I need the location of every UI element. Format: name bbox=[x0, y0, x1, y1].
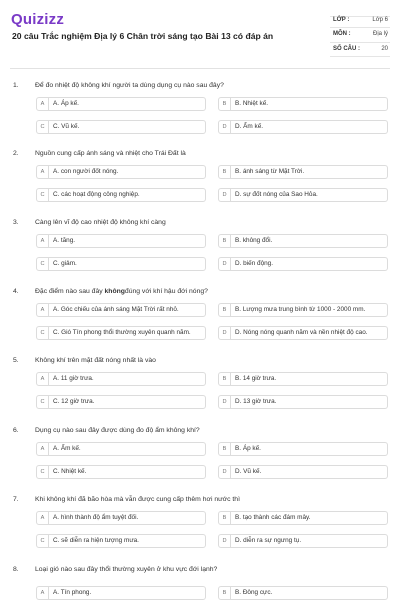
option-letter: A bbox=[37, 443, 49, 455]
option-c[interactable] bbox=[36, 188, 206, 202]
option-d[interactable] bbox=[218, 120, 388, 134]
option-text: B. Nhiệt kế. bbox=[235, 100, 269, 107]
option-letter: B bbox=[219, 587, 231, 599]
option-text: B. tạo thành các đám mây. bbox=[235, 514, 311, 521]
question-text bbox=[35, 288, 390, 295]
question-number: 8. bbox=[13, 566, 19, 573]
question-number: 3. bbox=[13, 219, 19, 226]
option-text: D. sự đốt nóng của Sao Hỏa. bbox=[235, 191, 318, 198]
option-text: C. giảm. bbox=[53, 260, 77, 267]
option-text: D. 13 giờ trưa. bbox=[235, 398, 277, 405]
option-letter: B bbox=[219, 443, 231, 455]
meta-count-value: 20 bbox=[381, 46, 388, 52]
option-a[interactable] bbox=[36, 303, 206, 317]
option-d[interactable] bbox=[218, 257, 388, 271]
question-number: 4. bbox=[13, 288, 19, 295]
worksheet-header bbox=[0, 0, 400, 66]
option-letter: C bbox=[37, 189, 49, 201]
option-letter: B bbox=[219, 166, 231, 178]
option-d[interactable] bbox=[218, 465, 388, 479]
question-text: Không khí trên mặt đất nóng nhất là vào bbox=[35, 357, 156, 364]
option-a[interactable] bbox=[36, 372, 206, 386]
option-c[interactable] bbox=[36, 257, 206, 271]
option-letter: D bbox=[219, 466, 231, 478]
option-letter: A bbox=[37, 235, 49, 247]
option-text: D. biến động. bbox=[235, 260, 274, 267]
option-text: A. Tín phong. bbox=[53, 589, 92, 596]
option-b[interactable] bbox=[218, 511, 388, 525]
option-text: B. không đổi. bbox=[235, 237, 273, 244]
option-c[interactable] bbox=[36, 395, 206, 409]
option-text: A. Áp kế. bbox=[53, 100, 79, 107]
meta-grade-label: LỚP : bbox=[333, 17, 350, 23]
meta-grade-value: Lớp 6 bbox=[372, 17, 388, 23]
option-a[interactable] bbox=[36, 234, 206, 248]
question-text-part: Đặc điểm nào sau đây bbox=[35, 288, 105, 295]
option-letter: A bbox=[37, 166, 49, 178]
option-letter: D bbox=[219, 189, 231, 201]
question-text: Để đo nhiệt độ không khí người ta dùng dụng cụ nào sau đây? bbox=[35, 82, 224, 89]
question-text: Loại gió nào sau đây thổi thường xuyên ở khu vực đới lạnh? bbox=[35, 566, 218, 573]
worksheet-title: 20 câu Trắc nghiệm Địa lý 6 Chân trời sáng tạo Bài 13 có đáp án bbox=[12, 31, 274, 41]
question-number: 5. bbox=[13, 357, 19, 364]
meta-subject-label: MÔN : bbox=[333, 31, 351, 37]
option-letter: C bbox=[37, 466, 49, 478]
option-text: D. diễn ra sự ngưng tụ. bbox=[235, 537, 302, 544]
option-text: C. sẽ diễn ra hiện tượng mưa. bbox=[53, 537, 139, 544]
option-letter: B bbox=[219, 98, 231, 110]
meta-subject-value: Địa lý bbox=[372, 31, 388, 37]
option-b[interactable] bbox=[218, 97, 388, 111]
meta-grade bbox=[333, 17, 388, 23]
option-c[interactable] bbox=[36, 120, 206, 134]
meta-count bbox=[333, 46, 388, 52]
option-text: B. 14 giờ trưa. bbox=[235, 375, 277, 382]
option-letter: A bbox=[37, 512, 49, 524]
option-d[interactable] bbox=[218, 326, 388, 340]
question-text: Dụng cụ nào sau đây được dùng đo độ ẩm không khí? bbox=[35, 427, 200, 434]
option-text: A. tăng. bbox=[53, 237, 76, 244]
option-letter: C bbox=[37, 327, 49, 339]
meta-divider bbox=[330, 42, 390, 43]
question-text: Khi không khí đã bão hòa mà vẫn được cung cấp thêm hơi nước thì bbox=[35, 496, 240, 503]
option-b[interactable] bbox=[218, 442, 388, 456]
option-letter: D bbox=[219, 535, 231, 547]
option-d[interactable] bbox=[218, 534, 388, 548]
option-letter: A bbox=[37, 304, 49, 316]
question-text: Nguồn cung cấp ánh sáng và nhiệt cho Trái Đất là bbox=[35, 150, 186, 157]
option-text: C. Gió Tín phong thổi thường xuyên quanh năm. bbox=[53, 329, 191, 336]
option-text: D. Nóng nóng quanh năm và nền nhiệt độ cao. bbox=[235, 329, 368, 336]
option-text: B. ánh sáng từ Mặt Trời. bbox=[235, 168, 305, 175]
meta-subject bbox=[333, 31, 388, 37]
option-a[interactable] bbox=[36, 165, 206, 179]
option-letter: B bbox=[219, 373, 231, 385]
option-letter: B bbox=[219, 512, 231, 524]
option-text: A. Ẩm kế. bbox=[53, 445, 81, 452]
option-b[interactable] bbox=[218, 303, 388, 317]
option-text: A. hình thành độ ẩm tuyệt đối. bbox=[53, 514, 139, 521]
option-letter: A bbox=[37, 373, 49, 385]
option-text: D. Vũ kế. bbox=[235, 468, 262, 475]
option-text: B. Đông cực. bbox=[235, 589, 273, 596]
option-text: B. Lượng mưa trung bình từ 1000 - 2000 mm. bbox=[235, 306, 366, 313]
option-letter: C bbox=[37, 535, 49, 547]
option-text: B. Áp kế. bbox=[235, 445, 261, 452]
meta-count-label: SỐ CÂU : bbox=[333, 46, 360, 52]
option-text: D. Ẩm kế. bbox=[235, 123, 264, 130]
option-text: A. Góc chiếu của ánh sáng Mặt Trời rất nhỏ. bbox=[53, 306, 179, 313]
question-number: 2. bbox=[13, 150, 19, 157]
option-a[interactable] bbox=[36, 511, 206, 525]
option-letter: D bbox=[219, 121, 231, 133]
option-letter: B bbox=[219, 304, 231, 316]
question-number: 6. bbox=[13, 427, 19, 434]
question-number: 1. bbox=[13, 82, 19, 89]
question-text-part: đúng với khí hậu đới nóng? bbox=[124, 288, 208, 295]
option-c[interactable] bbox=[36, 326, 206, 340]
option-b[interactable] bbox=[218, 234, 388, 248]
option-a[interactable] bbox=[36, 97, 206, 111]
option-letter: C bbox=[37, 121, 49, 133]
option-b[interactable] bbox=[218, 372, 388, 386]
option-b[interactable] bbox=[218, 165, 388, 179]
option-text: C. 12 giờ trưa. bbox=[53, 398, 95, 405]
option-letter: D bbox=[219, 396, 231, 408]
header-divider bbox=[10, 68, 390, 69]
option-text: C. Nhiệt kế. bbox=[53, 468, 87, 475]
option-d[interactable] bbox=[218, 395, 388, 409]
option-letter: D bbox=[219, 327, 231, 339]
option-letter: D bbox=[219, 258, 231, 270]
option-c[interactable] bbox=[36, 534, 206, 548]
option-d[interactable] bbox=[218, 188, 388, 202]
option-letter: B bbox=[219, 235, 231, 247]
question-text: Càng lên vĩ độ cao nhiệt độ không khí càng bbox=[35, 219, 166, 226]
option-text: A. 11 giờ trưa. bbox=[53, 375, 94, 382]
quizizz-logo: Quizizz bbox=[11, 11, 65, 28]
option-letter: A bbox=[37, 587, 49, 599]
meta-divider bbox=[330, 27, 390, 28]
option-text: C. Vũ kế. bbox=[53, 123, 80, 130]
option-letter: A bbox=[37, 98, 49, 110]
option-c[interactable] bbox=[36, 465, 206, 479]
meta-divider bbox=[330, 56, 390, 57]
option-a[interactable] bbox=[36, 586, 206, 600]
option-text: A. con người đốt nóng. bbox=[53, 168, 119, 175]
question-text-emphasis: không bbox=[104, 288, 125, 295]
option-letter: C bbox=[37, 258, 49, 270]
option-a[interactable] bbox=[36, 442, 206, 456]
option-letter: C bbox=[37, 396, 49, 408]
option-b[interactable] bbox=[218, 586, 388, 600]
option-text: C. các hoạt động công nghiệp. bbox=[53, 191, 140, 198]
question-number: 7. bbox=[13, 496, 19, 503]
